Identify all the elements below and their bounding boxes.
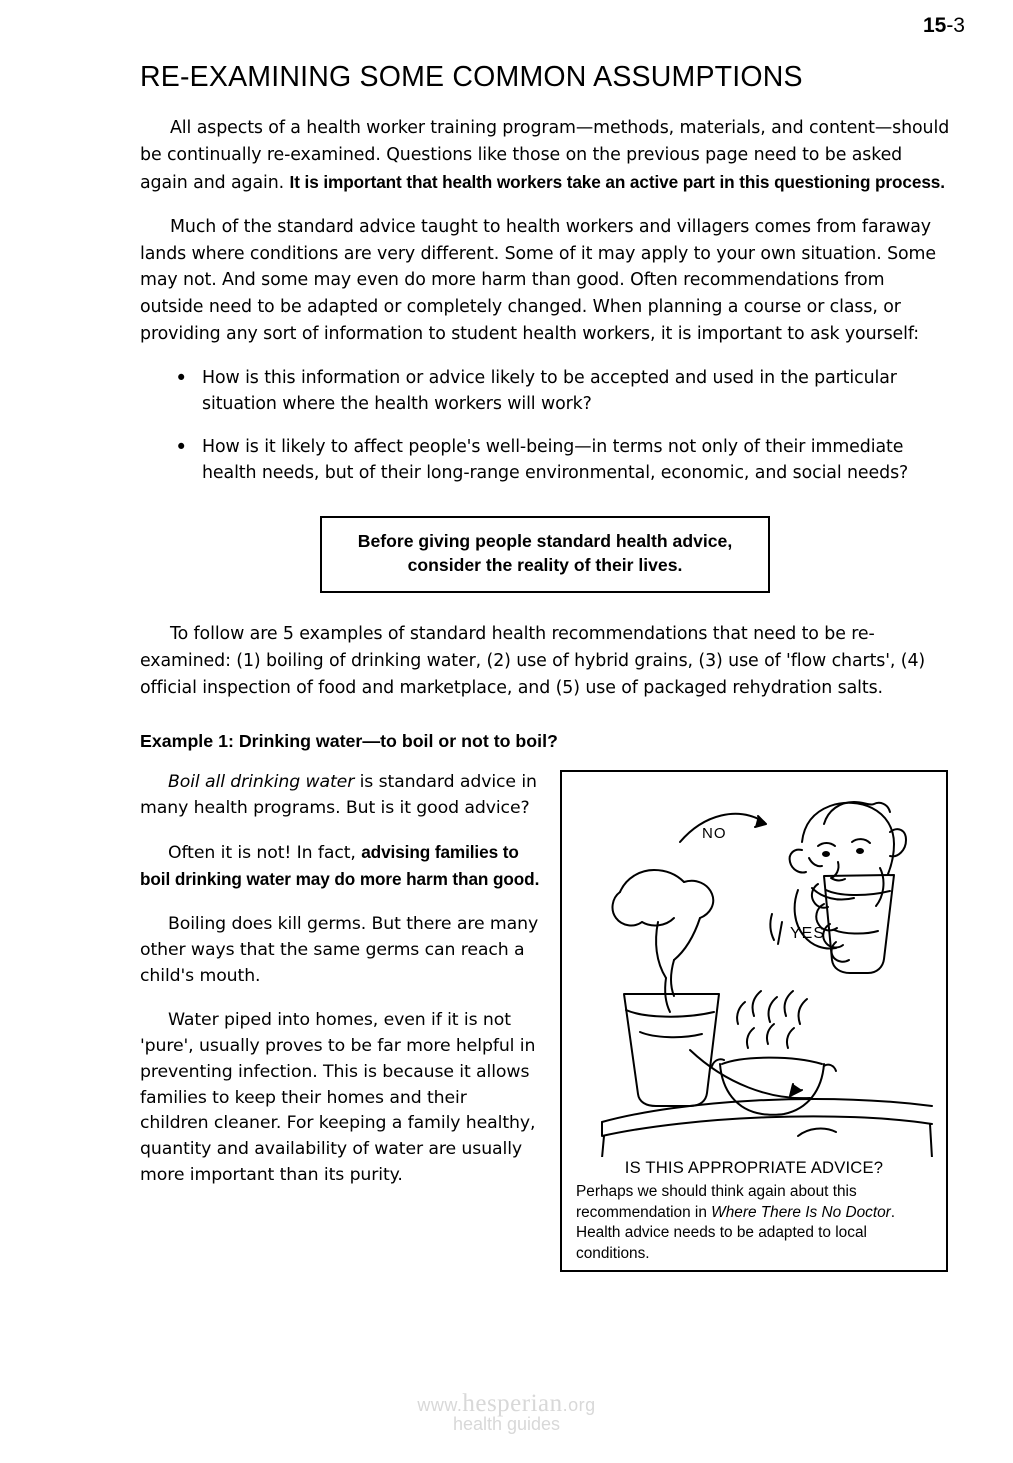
example-heading: Example 1: Drinking water—to boil or not to boil? bbox=[140, 731, 558, 752]
example-paragraph-3: Boiling does kill germs. But there are many other ways that the same germs can reach a child's mouth. bbox=[140, 913, 539, 986]
figure-caption-text-2: . Health advice needs to be adapted to local conditions. bbox=[576, 1203, 896, 1262]
paragraph-1-text: All aspects of a health worker training program—methods, materials, and content—should be continually re-examined. Questions like those on the previous page need to be asked again and again. bbox=[140, 118, 950, 193]
figure-caption-title: IS THIS APPROPRIATE ADVICE? bbox=[624, 1158, 884, 1178]
section-title: RE-EXAMINING SOME COMMON ASSUMPTIONS bbox=[140, 61, 803, 93]
callout-line-1: Before giving people standard health advice, bbox=[357, 530, 733, 551]
example-paragraph-1-italic: Boil all drinking water bbox=[168, 772, 355, 793]
figure-caption-text-1: Perhaps we should think again about this recommendation in bbox=[576, 1183, 857, 1221]
page-number-chapter: 15 bbox=[922, 14, 947, 37]
watermark-tagline: health guides bbox=[452, 1414, 561, 1434]
paragraph-1 bbox=[140, 115, 950, 196]
question-list bbox=[140, 365, 950, 485]
example-paragraph-1-rest: is standard advice in many health programs. But is it good advice? bbox=[140, 772, 537, 819]
example-paragraph-1 bbox=[140, 770, 540, 822]
figure-caption-book-title: Where There Is No Doctor bbox=[711, 1203, 891, 1221]
callout-box bbox=[320, 516, 770, 594]
boiling-water-illustration bbox=[562, 772, 945, 1157]
paragraph-3: To follow are 5 examples of standard health recommendations that need to be re-examined: (1) boiling of drinking water, (2) use of hybrid grains, (3) use of 'flow charts', (4) official inspection of food and marketplace, and (5) use of packaged rehydration salts. bbox=[140, 624, 926, 698]
bullet-icon: • bbox=[175, 366, 188, 391]
callout-line-2: consider the reality of their lives. bbox=[407, 554, 683, 575]
svg-text:NO: NO bbox=[702, 825, 727, 843]
list-item bbox=[140, 434, 950, 486]
example-paragraph-2-emphasis: advising families to boil drinking water may do more harm than good. bbox=[140, 842, 540, 889]
watermark-www: www. bbox=[417, 1395, 463, 1415]
bullet-icon: • bbox=[175, 434, 188, 459]
page-content bbox=[140, 61, 950, 1262]
figure-caption bbox=[562, 1157, 946, 1274]
watermark-org: .org bbox=[562, 1395, 596, 1415]
figure-panel bbox=[560, 770, 948, 1272]
page-number bbox=[923, 14, 965, 38]
list-item bbox=[140, 365, 950, 417]
example-paragraph-2-text: Often it is not! In fact, bbox=[168, 843, 362, 864]
example-text-column bbox=[140, 770, 540, 1189]
watermark-name: hesperian bbox=[462, 1390, 563, 1417]
paragraph-2: Much of the standard advice taught to health workers and villagers comes from faraway lands where conditions are very different. Some of it may apply to your own situation. Some may not. And some may even do more harm than good. Often recommendations from outside need to be adapted or completely changed. When planning a course or class, or providing any sort of information to student health workers, it is important to ask yourself: bbox=[140, 217, 936, 344]
example-body bbox=[140, 770, 950, 1262]
watermark bbox=[0, 1390, 1013, 1435]
paragraph-1-emphasis: It is important that health workers take an active part in this questioning process. bbox=[289, 171, 945, 192]
list-item-text: How is this information or advice likely to be accepted and used in the particular situation where the health workers will work? bbox=[202, 368, 897, 415]
svg-text:YES: YES bbox=[790, 925, 826, 943]
example-paragraph-2 bbox=[140, 840, 540, 894]
example-paragraph-4: Water piped into homes, even if it is not 'pure', usually proves to be far more helpful in preventing infection. This is because it allows families to keep their homes and their children cleaner. For keeping a family healthy, quantity and availability of water are usually more important than its purity. bbox=[140, 1009, 536, 1186]
list-item-text: How is it likely to affect people's well-being—in terms not only of their immediate health needs, but of their long-range environmental, economic, and social needs? bbox=[202, 436, 909, 483]
figure-illustration bbox=[562, 772, 946, 1157]
page-number-suffix: -3 bbox=[946, 14, 965, 37]
